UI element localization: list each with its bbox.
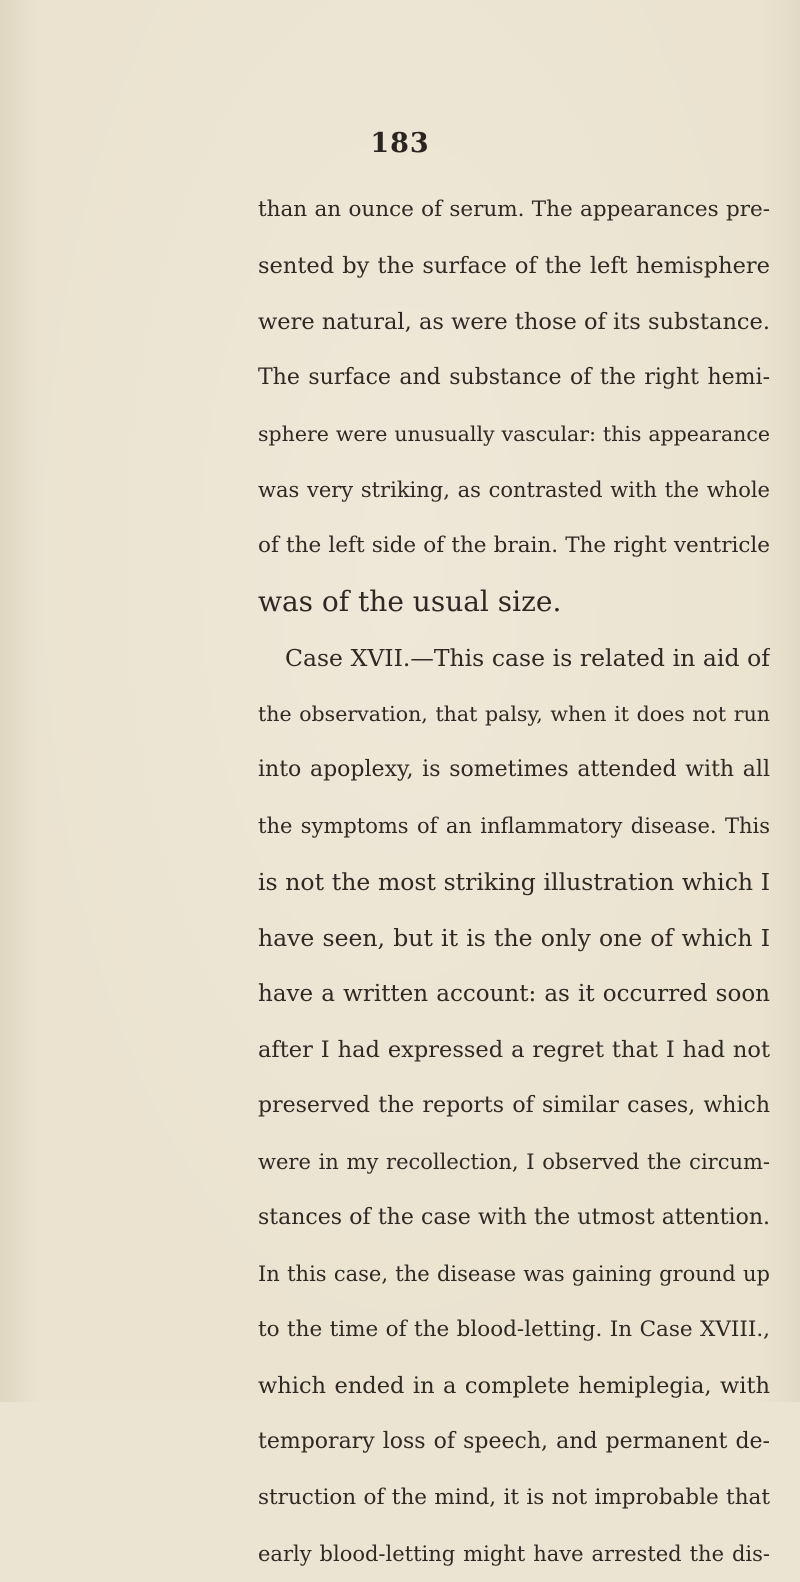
text-line: stances of the case with the utmost attention.: [258, 1205, 770, 1230]
text-line: sphere were unusually vascular: this appearance: [258, 422, 770, 446]
text-line: of the left side of the brain. The right ventricle: [258, 533, 770, 558]
text-line: temporary loss of speech, and permanent de-: [258, 1429, 770, 1454]
text-line: to the time of the blood-letting. In Case XVIII.,: [258, 1317, 770, 1342]
text-line: have a written account: as it occurred soon: [258, 981, 770, 1007]
text-line: sented by the surface of the left hemisphere: [258, 253, 770, 279]
text-line: was of the usual size.: [258, 585, 562, 618]
text-line: preserved the reports of similar cases, which: [258, 1093, 770, 1118]
text-line: after I had expressed a regret that I had not: [258, 1037, 770, 1063]
text-line: were in my recollection, I observed the circum-: [258, 1150, 770, 1174]
text-line: early blood-letting might have arrested the dis-: [258, 1542, 770, 1566]
page-number: 183: [370, 128, 430, 159]
text-line: into apoplexy, is sometimes attended with all: [258, 757, 770, 782]
text-line: than an ounce of serum. The appearances pre-: [258, 197, 770, 222]
case-heading-line: Case XVII.—This case is related in aid of: [285, 644, 770, 672]
text-line: is not the most striking illustration which I: [258, 868, 770, 896]
text-line: have seen, but it is the only one of which I: [258, 924, 770, 952]
body-text: [258, 182, 770, 1582]
text-line: In this case, the disease was gaining ground up: [258, 1262, 770, 1286]
text-line: were natural, as were those of its substance.: [258, 309, 770, 335]
text-line: which ended in a complete hemiplegia, with: [258, 1373, 770, 1399]
text-line: The surface and substance of the right hemi-: [258, 365, 770, 390]
text-line: struction of the mind, it is not improbable that: [258, 1485, 770, 1510]
text-line: was very striking, as contrasted with the whole: [258, 478, 770, 502]
text-line: the symptoms of an inflammatory disease. This: [258, 814, 770, 838]
text-line: the observation, that palsy, when it does not run: [258, 702, 770, 726]
